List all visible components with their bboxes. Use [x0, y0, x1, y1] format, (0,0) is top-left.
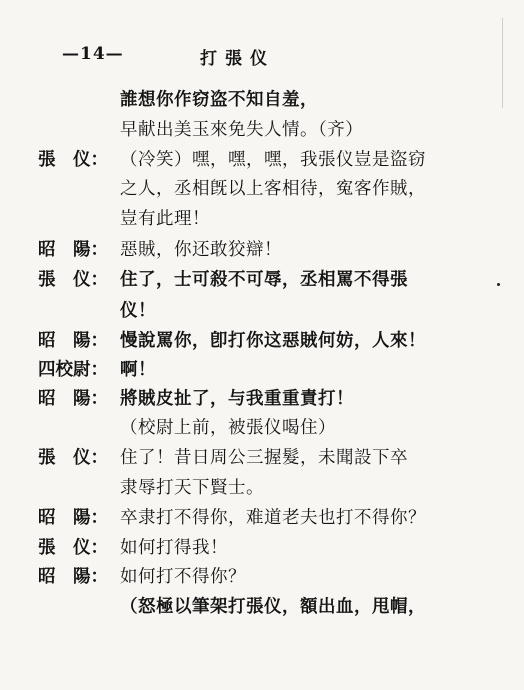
continuation-text: 仪！ [120, 301, 156, 321]
dialogue-text: 惡賊，你还敢狡辯！ [120, 240, 282, 260]
speaker-label: 昭 陽： [38, 567, 108, 587]
dialogue-text: 如何打不得你？ [120, 567, 246, 587]
script-line [0, 86, 524, 114]
continuation-text: 誰想你作窃盗不知自羞， [120, 90, 318, 110]
script-line [0, 385, 524, 413]
script-line [0, 356, 524, 384]
script-line [0, 593, 524, 621]
dialogue-text: 如何打得我！ [120, 538, 228, 558]
script-line [0, 175, 524, 203]
script-line [0, 414, 524, 442]
dialogue-text: （冷笑）嘿，嘿，嘿，我張仪豈是盜窃 [120, 150, 426, 170]
continuation-text: 早献出美玉來免失人情。（齐） [120, 120, 364, 140]
script-line [0, 236, 524, 264]
script-line [0, 266, 524, 294]
page-number: —14— [62, 44, 124, 64]
continuation-text: 隶辱打天下賢士。 [120, 478, 264, 498]
dialogue-text: 啊！ [120, 360, 156, 380]
script-line [0, 205, 524, 233]
continuation-text: 豈有此理！ [120, 209, 210, 229]
script-line [0, 534, 524, 562]
continuation-text: （校尉上前，被張仪喝住） [120, 418, 336, 438]
continuation-text: 之人，丞相旣以上客相待，寃客作賊， [120, 179, 426, 199]
script-line [0, 146, 524, 174]
script-line [0, 327, 524, 355]
speaker-label: 昭 陽： [38, 389, 108, 409]
speaker-label: 四校尉： [38, 360, 108, 380]
dialogue-text: 慢說罵你，卽打你这惡賊何妨，人來！ [120, 331, 426, 351]
speaker-label: 張 仪： [38, 270, 108, 290]
speaker-label: 張 仪： [38, 538, 108, 558]
continuation-text: （怒極以筆架打張仪，額出血，甩帽， [120, 597, 426, 617]
speaker-label: 張 仪： [38, 448, 108, 468]
speaker-label: 昭 陽： [38, 508, 108, 528]
speaker-label: 昭 陽： [38, 240, 108, 260]
dialogue-text: 將賊皮扯了，与我重重責打！ [120, 389, 354, 409]
script-line [0, 474, 524, 502]
dialogue-text: 住了，士可殺不可辱，丞相罵不得張 [120, 270, 408, 290]
speaker-label: 張 仪： [38, 150, 108, 170]
running-title: 打張仪 [200, 49, 275, 69]
dialogue-text: 卒隶打不得你，难道老夫也打不得你？ [120, 508, 426, 528]
script-line [0, 563, 524, 591]
speaker-label: 昭 陽： [38, 331, 108, 351]
script-line [0, 444, 524, 472]
script-line [0, 504, 524, 532]
script-line [0, 297, 524, 325]
page-header [0, 44, 524, 68]
dialogue-text: 住了！昔日周公三握髮，未聞設下卒 [120, 448, 408, 468]
script-line [0, 116, 524, 144]
